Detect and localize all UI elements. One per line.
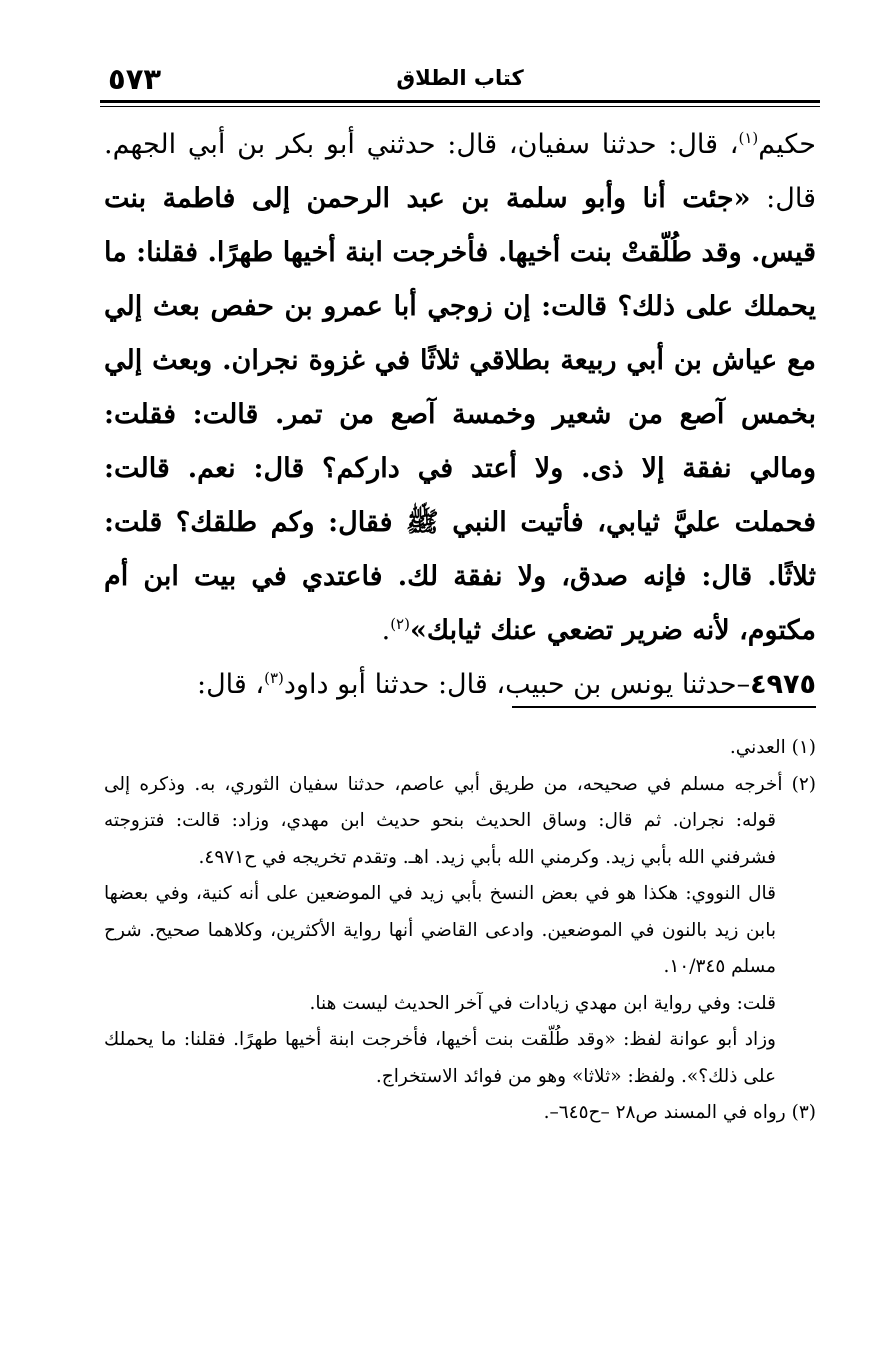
hadith-paragraph-4975: [104, 658, 816, 712]
page-number: ٥٧٣: [108, 62, 162, 96]
hadith-paragraph: [104, 118, 816, 658]
footnote-2-continued: قال النووي: هكذا هو في بعض النسخ بأبي زيد في الموضعين على أنه كنية، وفي بعضها بابن زيد بالنون في الموضعين. وادعى القاضي أنها رواية الأكثرين، وكلاهما صحيح. شرح مسلم ١٠/٣٤٥.: [104, 883, 776, 977]
header-rule-thin: [100, 106, 820, 107]
header-rule: [100, 100, 820, 103]
footnote-2-continued: قلت: وفي رواية ابن مهدي زيادات في آخر الحديث ليست هنا.: [309, 992, 776, 1014]
footnote-2: (٢) أخرجه مسلم في صحيحه، من طريق أبي عاصم، حدثنا سفيان الثوري، به. وذكره إلى قوله: نجران. ثم قال: وساق الحديث بنحو حديث ابن مهدي، وزاد: قالت: فتزوجته فشرفني الله بأبي زيد. وكرمني الله بأبي زيد. اهـ. وتقدم تخريجه في ح٤٩٧١.: [104, 773, 816, 868]
text-run: –حدثنا يونس بن حبيب، قال: حدثنا أبو داود: [283, 669, 751, 700]
footnote-ref-3: (٣): [264, 669, 284, 687]
hadith-quote: «جئت أنا وأبو سلمة بن عبد الرحمن إلى فاطمة بنت قيس. وقد طُلّقتْ بنت أخيها. فأخرجت ابنة أخيها طهرًا. فقلنا: ما يحملك على ذلك؟ قالت: إن زوجي أبا عمرو بن حفص بعث إلي مع عياش بن أبي ربيعة بطلاقي ثلاثًا في غزوة نجران. وبعث إلي بخمس آصع من شعير وخمسة آصع من تمر. قالت: فقلت: ومالي نفقة إلا ذى. ولا أعتد في داركم؟ قال: نعم. قالت: فحملت عليَّ ثيابي، فأتيت النبي ﷺ فقال: وكم طلقك؟ قلت: ثلاثًا. قال: فإنه صدق، ولا نفقة لك. فاعتدي في بيت ابن أم مكتوم، لأنه ضرير تضعي عنك ثيابك»: [104, 183, 816, 646]
footnote-1: (١) العدني.: [729, 737, 816, 758]
text-run: .: [381, 615, 391, 646]
footnote-3: (٣) رواه في المسند ص٢٨ –ح٦٤٥–.: [543, 1102, 816, 1123]
footnote-ref-1: (١): [738, 129, 759, 147]
hadith-number: ٤٩٧٥: [750, 669, 816, 700]
text-run: ، قال:: [196, 669, 265, 700]
footnotes: [104, 730, 816, 1132]
footnote-separator: [512, 706, 816, 708]
text-run: ، قال: حدثنا سفيان، قال: حدثني أبو بكر بن أبي الجهم. قال:: [104, 129, 816, 214]
page-header: [100, 58, 820, 98]
main-text: [104, 118, 816, 712]
footnote-ref-2: (٢): [390, 615, 410, 633]
running-title: كتاب الطلاق: [396, 66, 524, 90]
footnote-2-continued: وزاد أبو عوانة لفظ: «وقد طُلّقت بنت أخيها، فأخرجت ابنة أخيها طهرًا. فقلنا: ما يحملك على ذلك؟». ولفظ: «ثلاثا» وهو من فوائد الاستخراج.: [104, 1029, 776, 1087]
text-run: حكيم: [758, 129, 816, 160]
